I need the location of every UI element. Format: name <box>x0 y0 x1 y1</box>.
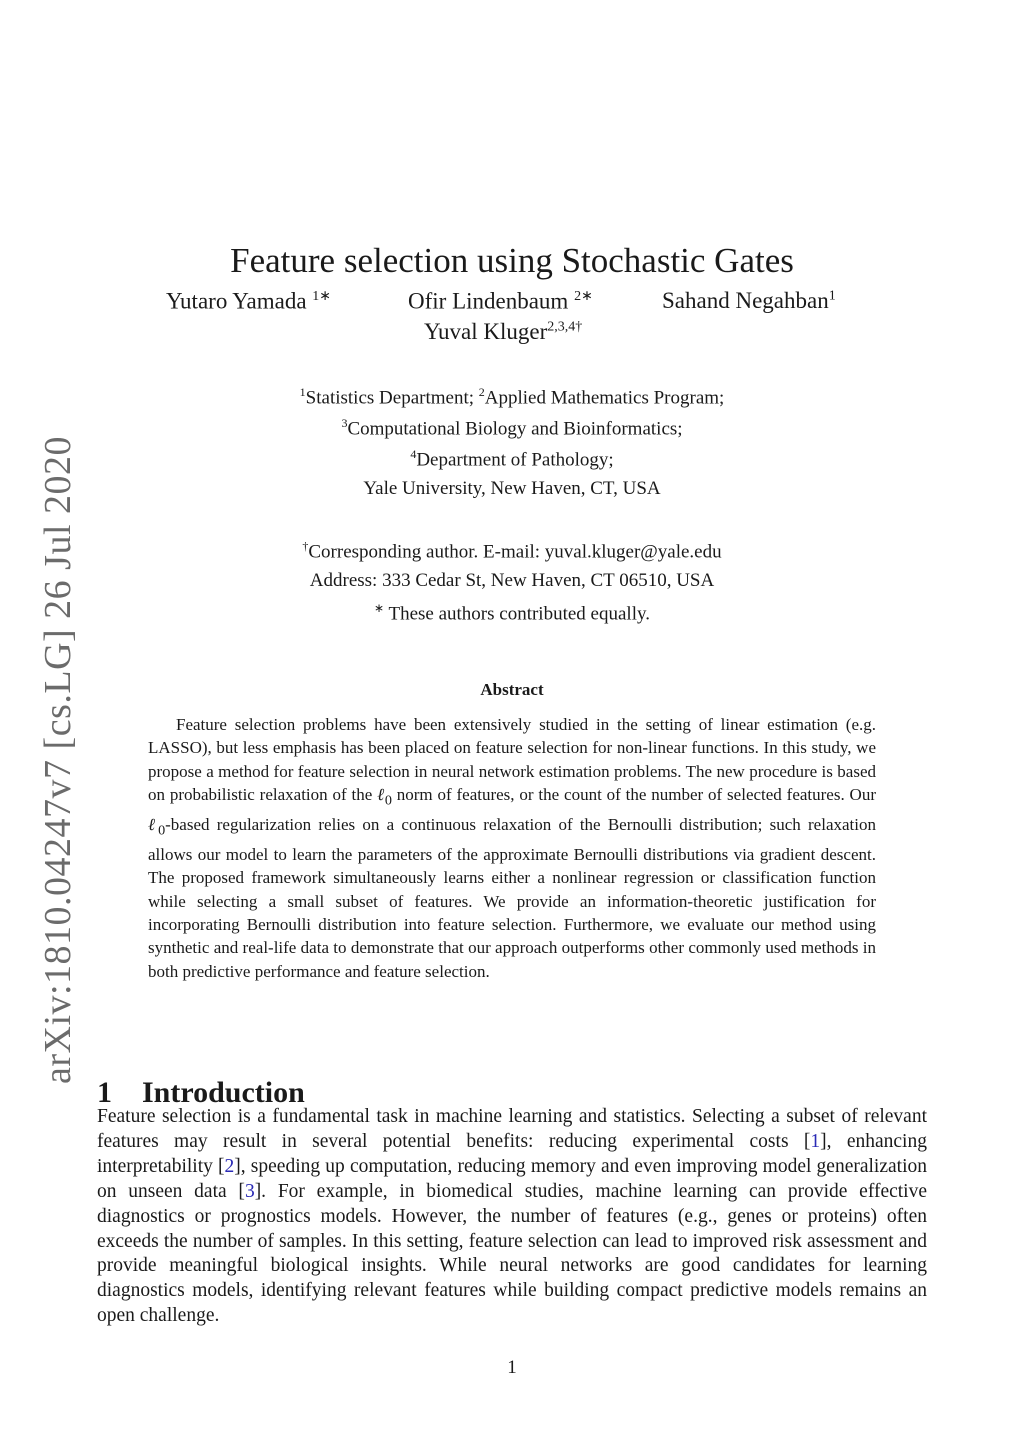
affiliation-line-2 <box>0 416 1024 440</box>
author-name: Yutaro Yamada <box>166 288 307 314</box>
intro-text: ]. For example, in biomedical studies, machine learning can provide effective diagnostics or prognostics models. However, the number of features (e.g., genes or proteins) often exceeds the number of samples. In this setting, feature selection can lead to improved risk assessment and provide meaningful biological insights. While neural networks are good candidates for learning diagnostics models, identifying relevant features while building compact predictive models remains an open challenge. <box>97 1180 928 1327</box>
author-marks: 1∗ <box>312 289 332 304</box>
introduction-paragraph <box>97 1105 927 1329</box>
intro-text: ], speeding up computation, reducing memory and even improving model generalization on unseen data [ <box>97 1155 927 1202</box>
author-marks: 2∗ <box>574 289 593 304</box>
subscript-zero: 0 <box>158 822 166 839</box>
ell-symbol: ℓ <box>377 785 385 805</box>
author-marks: 1 <box>828 288 836 304</box>
affiliation-mark: 2 <box>478 385 485 399</box>
asterisk-mark: ∗ <box>374 601 385 615</box>
affiliation-text: Statistics Department; <box>305 387 479 409</box>
affiliation-text: Applied Mathematics Program; <box>484 387 725 409</box>
affiliation-text: Department of Pathology; <box>416 449 614 471</box>
section-title: Introduction <box>142 1075 305 1109</box>
author-name: Sahand Negahban <box>662 288 829 313</box>
affiliation-line-3 <box>0 447 1024 471</box>
corresponding-author-line <box>0 539 1024 563</box>
citation-link[interactable]: 1 <box>810 1130 821 1152</box>
citation-link[interactable]: 3 <box>244 1180 255 1202</box>
paper-title: Feature selection using Stochastic Gates <box>230 241 794 281</box>
abstract-text: -based regularization relies on a continuous relaxation of the Bernoulli distribution; such relaxation allows our model to learn the parameters of the approximate Bernoulli distributions via gradient descent. The proposed framework simultaneously learns either a nonlinear regression or classification function while selecting a small subset of features. We provide an information-theoretic justification for incorporating Bernoulli distribution into feature selection. Furthermore, we evaluate our method using synthetic and real-life data to demonstrate that our approach outperforms other commonly used methods in both predictive performance and feature selection. <box>148 815 876 981</box>
author-name: Ofir Lindenbaum <box>408 288 569 314</box>
intro-text: Feature selection is a fundamental task in machine learning and statistics. Selecting a subset of relevant features may result in several potential benefits: reducing experimental costs [ <box>97 1106 927 1152</box>
page-number: 1 <box>507 1357 517 1378</box>
author-negahban <box>662 288 836 314</box>
arxiv-identifier-stamp: arXiv:1810.04247v7 [cs.LG] 26 Jul 2020 <box>37 435 79 1085</box>
affiliation-text: Computational Biology and Bioinformatics; <box>347 418 683 440</box>
author-marks: 2,3,4† <box>547 319 583 335</box>
abstract-text: norm of features, or the count of the number of selected features. Our <box>391 785 876 805</box>
citation-link[interactable]: 2 <box>224 1155 235 1177</box>
section-number: 1 <box>97 1075 112 1109</box>
affiliation-line-1 <box>0 385 1024 409</box>
affiliation-mark: 3 <box>341 416 348 430</box>
author-yamada <box>166 288 331 315</box>
intro-text: ], enhancing interpretability [ <box>97 1130 927 1177</box>
address-line: Address: 333 Cedar St, New Haven, CT 06510, USA <box>309 570 715 591</box>
affiliation-mark: 1 <box>299 385 306 399</box>
corresponding-text: Corresponding author. E-mail: yuval.kluger@yale.edu <box>308 541 722 563</box>
abstract-body <box>148 713 876 983</box>
abstract-text: Feature selection problems have been extensively studied in the setting of linear estimation (e.g. LASSO), but less emphasis has been placed on feature selection for non-linear functions. In this study, we propose a method for feature selection in neural network estimation problems. The new procedure is based on probabilistic relaxation of the <box>148 715 876 805</box>
abstract-heading: Abstract <box>480 680 544 699</box>
affiliation-mark: 4 <box>410 447 417 461</box>
subscript-zero: 0 <box>384 792 392 809</box>
author-kluger <box>424 319 582 345</box>
author-lindenbaum <box>408 288 593 315</box>
dagger-mark: † <box>302 539 309 553</box>
ell-symbol: ℓ <box>148 815 159 835</box>
affiliation-line-4: Yale University, New Haven, CT, USA <box>363 478 661 499</box>
author-name: Yuval Kluger <box>424 319 548 344</box>
equal-contribution-text: These authors contributed equally. <box>384 603 650 625</box>
equal-contribution-line <box>0 601 1024 625</box>
